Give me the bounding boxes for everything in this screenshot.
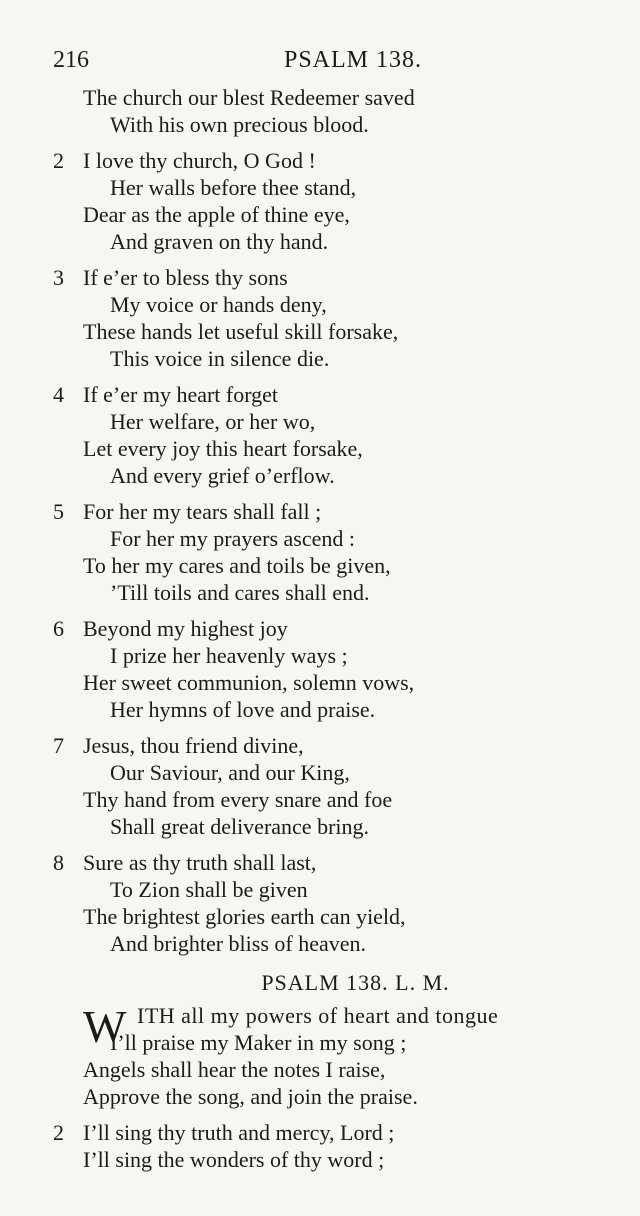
verse-line: To Zion shall be given [110, 877, 308, 902]
stanza-number: 2 [53, 148, 64, 173]
stanza-number: 3 [53, 265, 64, 290]
stanza-number: 4 [53, 382, 64, 407]
verse-line: ’Till toils and cares shall end. [110, 580, 370, 605]
stanza-6 [53, 615, 628, 723]
running-title: PSALM 138. [283, 47, 423, 73]
verse-line: Thy hand from every snare and foe [83, 787, 393, 812]
verse-line: Dear as the apple of thine eye, [83, 202, 350, 227]
verse-line: For her my tears shall fall ; [83, 499, 322, 524]
carry-over-stanza [53, 84, 628, 138]
verse-line: Her walls before thee stand, [110, 175, 357, 200]
verse-line: My voice or hands deny, [110, 292, 327, 317]
verse-line: Our Saviour, and our King, [110, 760, 350, 785]
stanza-4 [53, 381, 628, 489]
verse-line: Let every joy this heart forsake, [83, 436, 363, 461]
stanza-number: 7 [53, 733, 64, 758]
verse-line: Shall great deliverance bring. [110, 814, 370, 839]
verse-line: The church our blest Redeemer saved [83, 85, 415, 110]
verse-line: I’ll sing thy truth and mercy, Lord ; [83, 1120, 395, 1145]
verse-line: And brighter bliss of heaven. [110, 931, 366, 956]
verse-line: With his own precious blood. [110, 112, 369, 137]
verse-line: I love thy church, O God ! [83, 148, 316, 173]
verse-line: To her my cares and toils be given, [83, 553, 391, 578]
verse-line: Her hymns of love and praise. [110, 697, 376, 722]
page-header [53, 44, 613, 76]
psalm-first-stanza [53, 1002, 628, 1110]
stanza-number: 6 [53, 616, 64, 641]
drop-cap: W [83, 1001, 127, 1052]
verse-line: For her my prayers ascend : [110, 526, 355, 551]
verse-line: Jesus, thou friend divine, [83, 733, 304, 758]
stanza-number: 5 [53, 499, 64, 524]
verse-line: This voice in silence die. [110, 346, 330, 371]
stanza-number: 8 [53, 850, 64, 875]
stanza-5 [53, 498, 628, 606]
verse-line: These hands let useful skill forsake, [83, 319, 399, 344]
verse-line: Approve the song, and join the praise. [83, 1084, 418, 1109]
psalm-section-title: PSALM 138. L. M. [261, 970, 450, 995]
verse-line: I prize her heavenly ways ; [110, 643, 348, 668]
verse-line: Angels shall hear the notes I raise, [83, 1057, 386, 1082]
verse-line: Sure as thy truth shall last, [83, 850, 317, 875]
verse-line: Her welfare, or her wo, [110, 409, 316, 434]
verse-line: If e’er my heart forget [83, 382, 279, 407]
first-line-text: ITH all my powers of heart and tongue [137, 1003, 499, 1028]
verse-line: And every grief o’erflow. [110, 463, 335, 488]
verse-line: And graven on thy hand. [110, 229, 329, 254]
verse-line [53, 1002, 628, 1029]
hymn-text [53, 84, 628, 1182]
verse-line: I’ll praise my Maker in my song ; [110, 1030, 407, 1055]
verse-line: If e’er to bless thy sons [83, 265, 288, 290]
stanza-2 [53, 147, 628, 255]
stanza-number: 2 [53, 1120, 64, 1145]
page-number: 216 [53, 47, 89, 73]
verse-line: The brightest glories earth can yield, [83, 904, 406, 929]
stanza-7 [53, 732, 628, 840]
verse-line: Beyond my highest joy [83, 616, 288, 641]
verse-line: I’ll sing the wonders of thy word ; [83, 1147, 385, 1172]
stanza-8 [53, 849, 628, 957]
psalm-stanza-2 [53, 1119, 628, 1173]
stanza-3 [53, 264, 628, 372]
verse-line: Her sweet communion, solemn vows, [83, 670, 415, 695]
